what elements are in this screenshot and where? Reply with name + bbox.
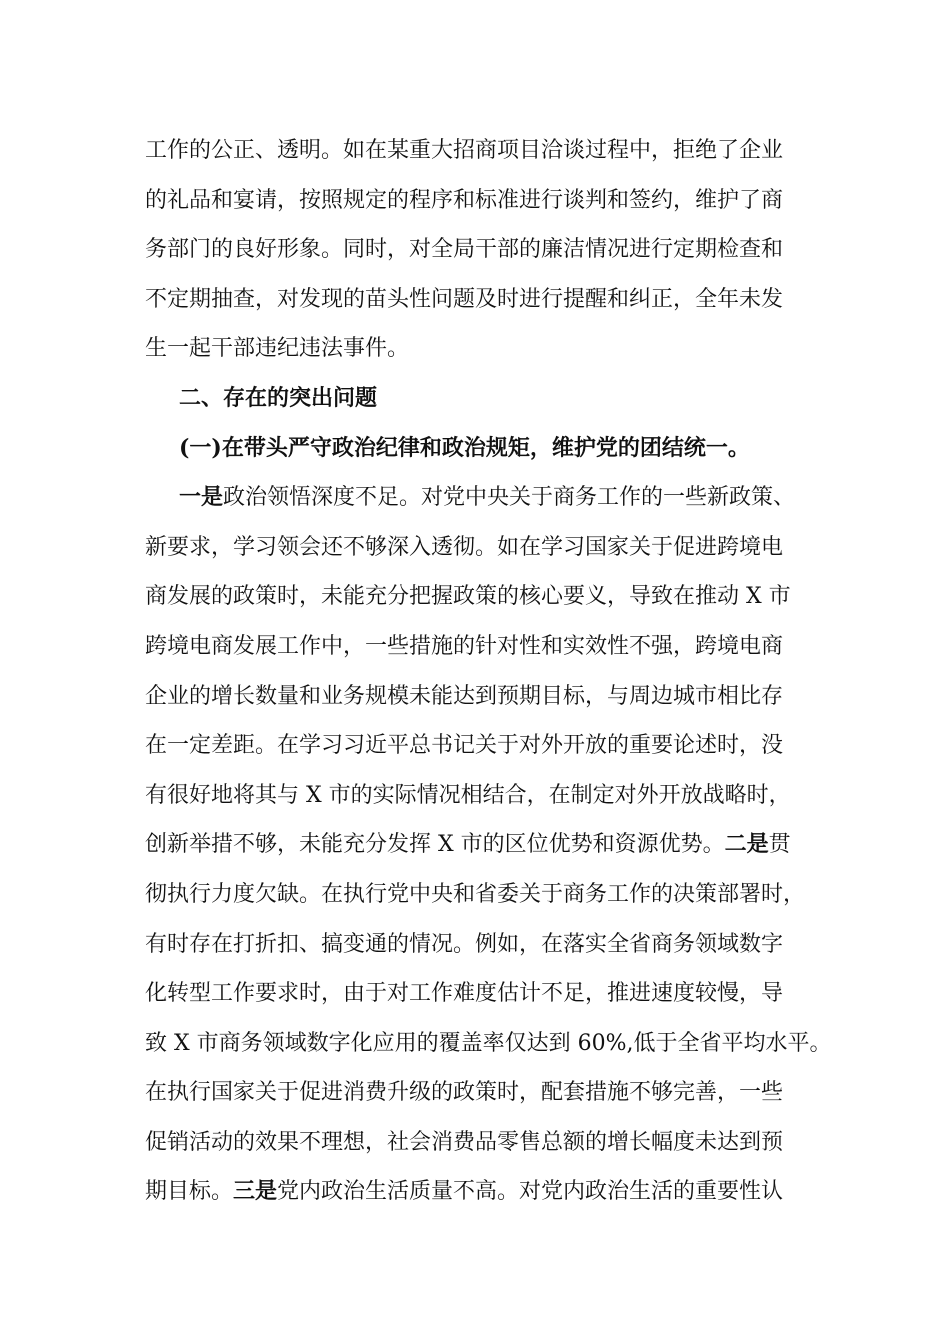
text-segment: 创新举措不够，未能充分发挥 X 市的区位优势和资源优势。 <box>145 832 725 858</box>
text-segment: 期目标。 <box>145 1179 234 1205</box>
text-line: 企业的增长数量和业务规模未能达到预期目标，与周边城市相比存 <box>145 683 784 709</box>
text-line: 生一起干部违纪违法事件。 <box>145 336 410 362</box>
subsection-heading: (一)在带头严守政治纪律和政治规矩，维护党的团结统一。 <box>179 434 750 461</box>
text-line: 促销活动的效果不理想，社会消费品零售总额的增长幅度未达到预 <box>145 1129 784 1155</box>
text-line: 新要求，学习领会还不够深入透彻。如在学习国家关于促进跨境电 <box>145 534 784 560</box>
document-body <box>145 126 832 1217</box>
paragraph-first-line <box>145 473 825 523</box>
text-line-with-marker <box>145 820 825 870</box>
text-line: 不定期抽查，对发现的苗头性问题及时进行提醒和纠正，全年未发 <box>145 286 784 312</box>
lead-marker-three: 三是 <box>233 1178 278 1205</box>
text-line: 务部门的良好形象。同时，对全局干部的廉洁情况进行定期检查和 <box>145 237 784 263</box>
text-line-with-marker <box>145 1167 825 1217</box>
section-heading: 二、存在的突出问题 <box>179 384 378 411</box>
text-line: 跨境电商发展工作中，一些措施的针对性和实效性不强，跨境电商 <box>145 633 784 659</box>
text-line: 在执行国家关于促进消费升级的政策时，配套措施不够完善，一些 <box>145 1080 784 1106</box>
lead-marker-two: 二是 <box>724 831 769 858</box>
text-line: 商发展的政策时，未能充分把握政策的核心要义，导致在推动 X 市 <box>145 584 791 610</box>
text-line: 彻执行力度欠缺。在执行党中央和省委关于商务工作的决策部署时， <box>145 881 806 907</box>
lead-marker-one: 一是 <box>179 484 224 511</box>
text-line: 的礼品和宴请，按照规定的程序和标准进行谈判和签约，维护了商 <box>145 187 784 213</box>
text-line: 化转型工作要求时，由于对工作难度估计不足，推进速度较慢，导 <box>145 981 784 1007</box>
text-line: 有时存在打折扣、搞变通的情况。例如，在落实全省商务领域数字 <box>145 931 784 957</box>
text-segment: 贯 <box>768 832 791 858</box>
text-line: 工作的公正、透明。如在某重大招商项目洽谈过程中，拒绝了企业 <box>145 138 784 163</box>
text-segment: 政治领悟深度不足。对党中央关于商务工作的一些新政策、 <box>223 485 796 511</box>
text-line: 在一定差距。在学习习近平总书记关于对外开放的重要论述时，没 <box>145 733 784 759</box>
text-line: 致 X 市商务领域数字化应用的覆盖率仅达到 60%,低于全省平均水平。 <box>145 1030 832 1056</box>
text-segment: 党内政治生活质量不高。对党内政治生活的重要性认 <box>277 1179 784 1205</box>
text-line: 有很好地将其与 X 市的实际情况相结合，在制定对外开放战略时， <box>145 782 791 808</box>
